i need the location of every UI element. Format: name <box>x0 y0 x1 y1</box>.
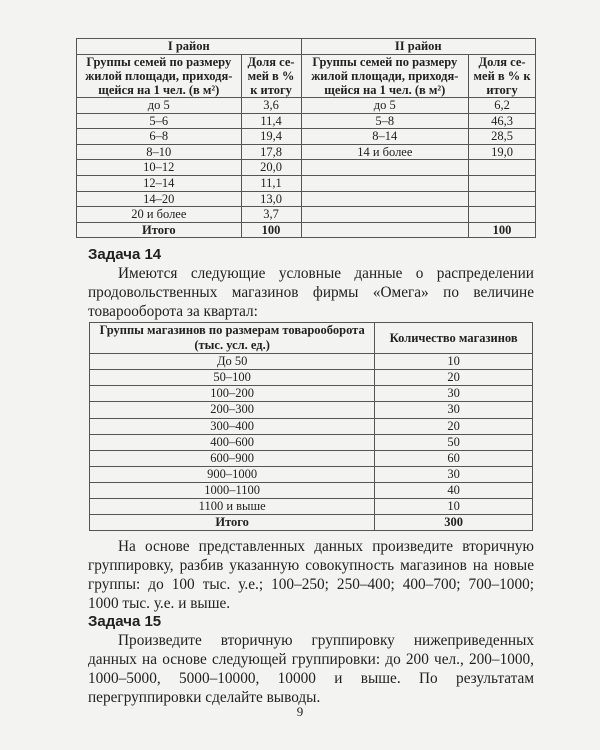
group-cell: до 5 <box>77 98 242 114</box>
table-row <box>90 450 533 466</box>
share-cell: 11,1 <box>241 175 301 191</box>
task-14-conclusion: На основе представленных данных произведите вторичную группировку, разбив указанную совокупность магазинов на новые группы: до 100 тыс. у.е.; 100–250; 250–400; 400–700; 700–1000; 1000 тыс. у.е. и выше. <box>88 538 534 612</box>
group-cell: 10–12 <box>77 160 242 176</box>
group-cell: 14 и более <box>301 144 469 160</box>
group-cell: 6–8 <box>77 129 242 145</box>
task-14-intro: Имеются следующие условные данные о распределении продовольственных магазинов фирмы «Омега» по величине товарооборота за квартал: <box>88 265 534 320</box>
group-header: Группы семей по размеру жилой площади, приходя-щейся на 1 чел. (в м²) <box>301 55 469 98</box>
share-cell: 3,6 <box>241 98 301 114</box>
group-cell: 14–20 <box>77 191 242 207</box>
table-row <box>77 129 536 145</box>
store-count-cell: 40 <box>375 482 533 498</box>
share-cell: 11,4 <box>241 113 301 129</box>
share-cell <box>469 160 536 176</box>
store-count-cell: 20 <box>375 418 533 434</box>
group-header: Группы семей по размеру жилой площади, приходя-щейся на 1 чел. (в м²) <box>77 55 242 98</box>
table-row <box>77 191 536 207</box>
share-cell: 20,0 <box>241 160 301 176</box>
share-cell: 19,0 <box>469 144 536 160</box>
store-group-cell: До 50 <box>90 354 375 370</box>
table-row <box>77 98 536 114</box>
store-count-cell: 20 <box>375 370 533 386</box>
table-row <box>90 402 533 418</box>
group-cell: 5–8 <box>301 113 469 129</box>
group-cell <box>301 160 469 176</box>
table-row <box>90 418 533 434</box>
group-cell <box>301 207 469 223</box>
table-row <box>90 370 533 386</box>
store-count-cell: 60 <box>375 450 533 466</box>
group-cell: до 5 <box>301 98 469 114</box>
table-row <box>90 434 533 450</box>
store-group-cell: 200–300 <box>90 402 375 418</box>
group-cell: 8–14 <box>301 129 469 145</box>
share-cell: 17,8 <box>241 144 301 160</box>
store-count-cell: 10 <box>375 499 533 515</box>
total-value: 300 <box>375 515 533 531</box>
group-cell: 5–6 <box>77 113 242 129</box>
total-value: 100 <box>241 222 301 238</box>
store-count-cell: 30 <box>375 466 533 482</box>
table-row <box>77 207 536 223</box>
group-cell: 20 и более <box>77 207 242 223</box>
store-count-cell: 30 <box>375 402 533 418</box>
store-group-header: Группы магазинов по размерам товарооборота (тыс. усл. ед.) <box>90 323 375 354</box>
region-1-header: I район <box>77 39 302 55</box>
store-group-cell: 50–100 <box>90 370 375 386</box>
share-cell: 19,4 <box>241 129 301 145</box>
table-row <box>77 113 536 129</box>
store-group-cell: 100–200 <box>90 386 375 402</box>
task-15-text: Произведите вторичную группировку нижеприведенных данных на основе следующей группировки: до 200 чел., 200–1000, 1000–5000, 5000–10000, 10000 и выше. По результатам перегруппировки сделайте выводы. <box>88 632 534 706</box>
table-row <box>90 482 533 498</box>
share-cell: 6,2 <box>469 98 536 114</box>
page-number: 9 <box>296 704 304 719</box>
empty-cell <box>301 222 469 238</box>
table-row <box>77 144 536 160</box>
table-row <box>90 466 533 482</box>
table-row <box>90 386 533 402</box>
store-group-cell: 600–900 <box>90 450 375 466</box>
share-header: Доля се-мей в % к итогу <box>241 55 301 98</box>
group-cell <box>301 191 469 207</box>
total-label: Итого <box>90 515 375 531</box>
store-group-cell: 900–1000 <box>90 466 375 482</box>
share-cell <box>469 207 536 223</box>
share-cell <box>469 191 536 207</box>
stores-table <box>89 322 533 531</box>
share-cell: 3,7 <box>241 207 301 223</box>
share-cell <box>469 175 536 191</box>
share-cell: 46,3 <box>469 113 536 129</box>
group-cell: 12–14 <box>77 175 242 191</box>
total-value: 100 <box>469 222 536 238</box>
group-cell <box>301 175 469 191</box>
table-row <box>90 499 533 515</box>
task-15-heading: Задача 15 <box>88 613 162 630</box>
store-group-cell: 400–600 <box>90 434 375 450</box>
store-group-cell: 1000–1100 <box>90 482 375 498</box>
share-cell: 13,0 <box>241 191 301 207</box>
housing-table <box>76 38 536 238</box>
store-count-header: Количество магазинов <box>375 323 533 354</box>
store-count-cell: 30 <box>375 386 533 402</box>
share-cell: 28,5 <box>469 129 536 145</box>
table-row <box>77 160 536 176</box>
total-label: Итого <box>77 222 242 238</box>
task-14-heading: Задача 14 <box>88 246 162 263</box>
store-group-cell: 1100 и выше <box>90 499 375 515</box>
table-row <box>90 354 533 370</box>
group-cell: 8–10 <box>77 144 242 160</box>
share-header: Доля се-мей в % к итогу <box>469 55 536 98</box>
store-group-cell: 300–400 <box>90 418 375 434</box>
store-count-cell: 10 <box>375 354 533 370</box>
region-2-header: II район <box>301 39 535 55</box>
store-count-cell: 50 <box>375 434 533 450</box>
table-row <box>77 175 536 191</box>
